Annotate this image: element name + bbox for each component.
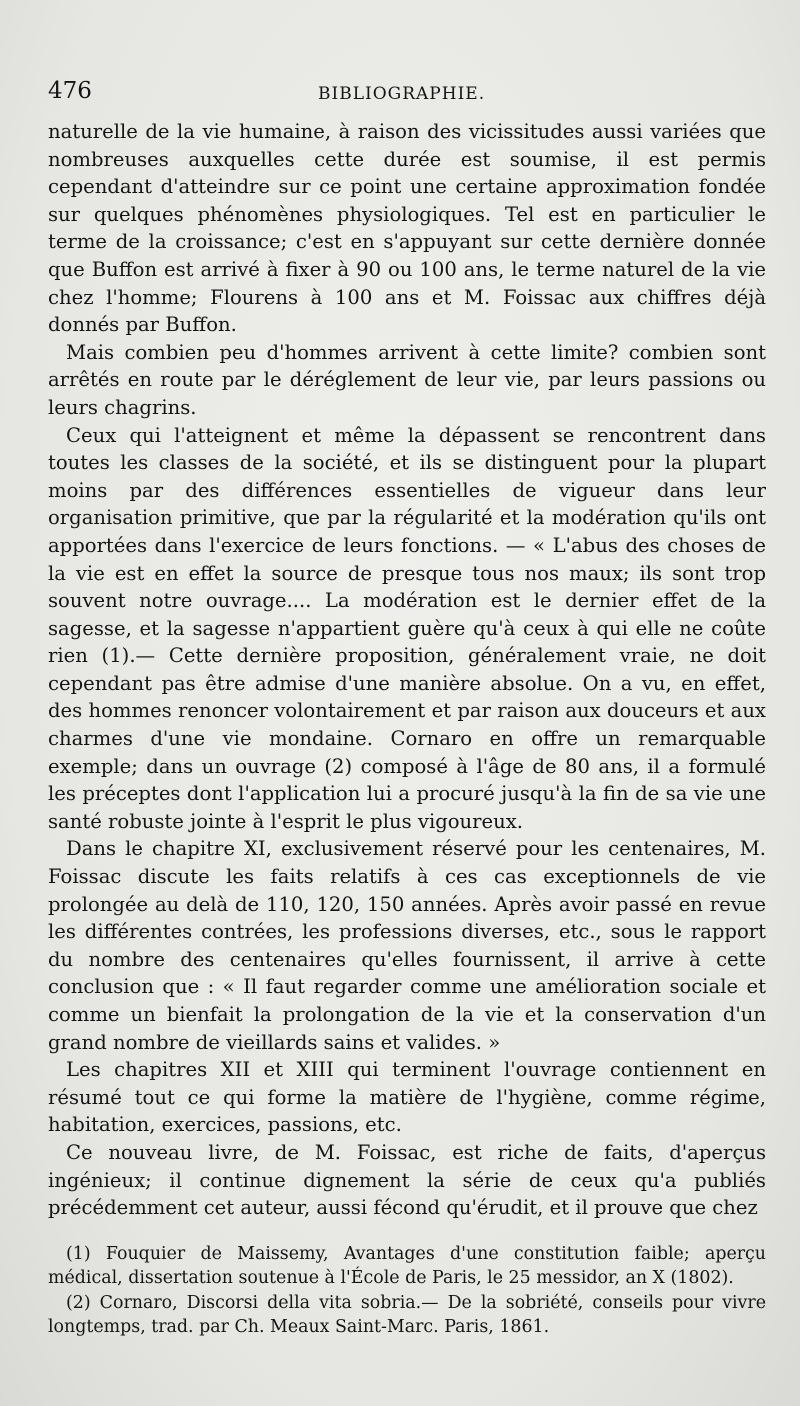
running-head: BIBLIOGRAPHIE. [318,84,486,104]
paragraph: Ceux qui l'atteignent et même la dépassent se rencontrent dans toutes les classes de la société, et ils se distinguent pour la plupart moins par des différences essentielles de vigueur dans leur organisation primitive, que par la régularité et la modération qu'ils ont apportées dans l'exercice de leurs fonctions. — « L'abus des choses de la vie est en effet la source de presque tous nos maux; ils sont trop souvent notre ouvrage.... La modération est le dernier effet de la sagesse, et la sagesse n'appartient guère qu'à ceux à qui elle ne coûte rien (1).— Cette dernière proposition, généralement vraie, ne doit cependant pas être admise d'une manière absolue. On a vu, en effet, des hommes renoncer volontairement et par raison aux douceurs et aux charmes d'une vie mondaine. Cornaro en offre un remarquable exemple; dans un ouvrage (2) composé à l'âge de 80 ans, il a formulé les préceptes dont l'application lui a procuré jusqu'à la fin de sa vie une santé robuste jointe à l'esprit le plus vigoureux. [48,423,766,833]
paragraph: naturelle de la vie humaine, à raison des vicissitudes aussi variées que nombreuses auxquelles cette durée est soumise, il est permis cependant d'atteindre sur ce point une certaine approximation fondée sur quelques phénomènes physiologiques. Tel est en particulier le terme de la croissance; c'est en s'appuyant sur cette dernière donnée que Buffon est arrivé à fixer à 90 ou 100 ans, le terme naturel de la vie chez l'homme; Flourens à 100 ans et M. Foissac aux chiffres déjà donnés par Buffon. [48,120,766,337]
paragraph: Ce nouveau livre, de M. Foissac, est riche de faits, d'aperçus ingénieux; il continue dignement la série de ceux qu'a publiés précédemment cet auteur, aussi fécond qu'érudit, et il prouve que chez [48,1140,766,1220]
footnote: (2) Cornaro, Discorsi della vita sobria.— De la sobriété, conseils pour vivre longtemps, trad. par Ch. Meaux Saint-Marc. Paris, 1861. [48,1292,766,1337]
footnote: (1) Fouquier de Maissemy, Avantages d'une constitution faible; aperçu médical, dissertation soutenue à l'École de Paris, le 25 messidor, an X (1802). [48,1243,766,1289]
paragraph: Dans le chapitre XI, exclusivement réservé pour les centenaires, M. Foissac discute les faits relatifs à ces cas exceptionnels de vie prolongée au delà de 110, 120, 150 années. Après avoir passé en revue les différentes contrées, les professions diverses, etc., sous le rapport du nombre des centenaires qu'elles fournissent, il arrive à cette conclusion que : « Il faut regarder comme une amélioration sociale et comme un bienfait la prolongation de la vie et la conservation d'un grand nombre de vieillards sains et valides. » [48,837,766,1054]
page-number: 476 [48,78,92,104]
footnotes [48,1242,766,1340]
paragraph: Les chapitres XII et XIII qui terminent l'ouvrage contiennent en résumé tout ce qui forme la matière de l'hygiène, comme régime, habitation, exercices, passions, etc. [48,1058,766,1137]
paragraph: Mais combien peu d'hommes arrivent à cette limite? combien sont arrêtés en route par le déréglement de leur vie, par leurs passions ou leurs chagrins. [48,340,766,419]
body-text [48,118,766,1222]
page-header [48,78,766,118]
